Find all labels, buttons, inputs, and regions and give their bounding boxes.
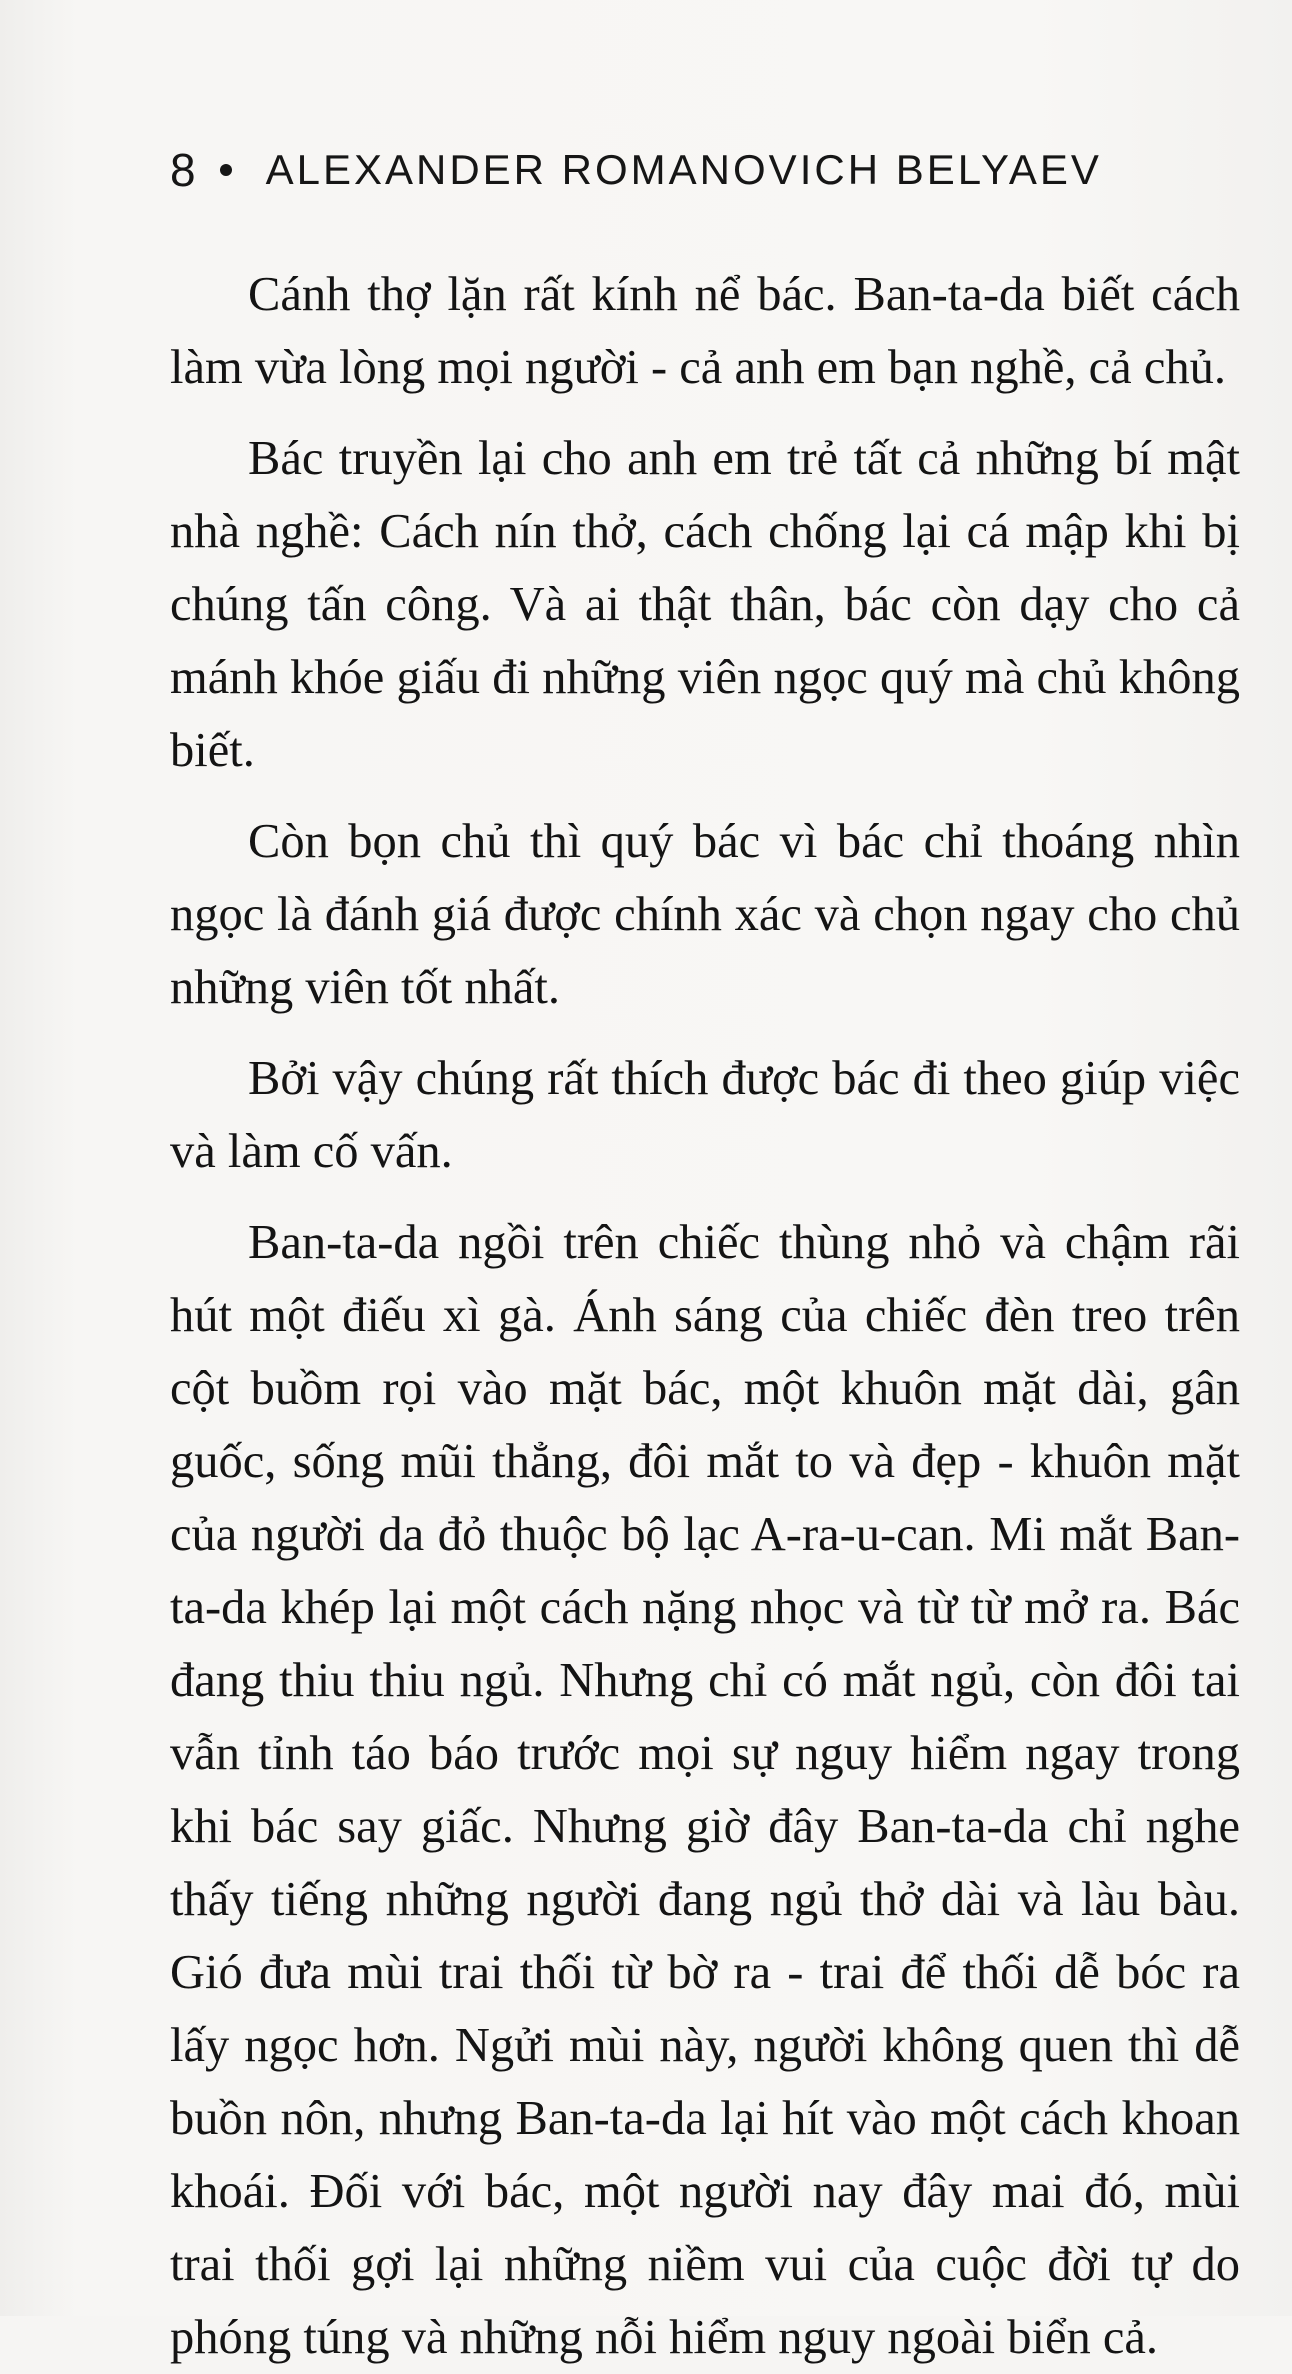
paragraph: Bởi vậy chúng rất thích được bác đi theo giúp việc và làm cố vấn. (170, 1052, 1240, 1178)
page-number: 8 (170, 144, 196, 196)
running-title: ALEXANDER ROMANOVICH BELYAEV (265, 146, 1102, 193)
paragraph: Còn bọn chủ thì quý bác vì bác chỉ thoáng nhìn ngọc là đánh giá được chính xác và chọn ngay cho chủ những viên tốt nhất. (170, 815, 1240, 1014)
paragraph: Ban-ta-da ngồi trên chiếc thùng nhỏ và chậm rãi hút một điếu xì gà. Ánh sáng của chiếc đèn treo trên cột buồm rọi vào mặt bác, một khuôn mặt dài, gân guốc, sống mũi thẳng, đôi mắt to và đẹp - khuôn mặt của người da đỏ thuộc bộ lạc A-ra-u-can. Mi mắt Ban-ta-da khép lại một cách nặng nhọc và từ từ mở ra. Bác đang thiu thiu ngủ. Nhưng chỉ có mắt ngủ, còn đôi tai vẫn tỉnh táo báo trước mọi sự nguy hiểm ngay trong khi bác say giấc. Nhưng giờ đây Ban-ta-da chỉ nghe thấy tiếng những người đang ngủ thở dài và làu bàu. Gió đưa mùi trai thối từ bờ ra - trai để thối dễ bóc ra lấy ngọc hơn. Ngửi mùi này, người không quen thì dễ buồn nôn, nhưng Ban-ta-da lại hít vào một cách khoan khoái. Đối với bác, một người nay đây mai đó, mùi trai thối gợi lại những niềm vui của cuộc đời tự do phóng túng và những nỗi hiểm nguy ngoài biển cả. (170, 1216, 1240, 2364)
body-text (170, 258, 1240, 2374)
paragraph: Bác truyền lại cho anh em trẻ tất cả những bí mật nhà nghề: Cách nín thở, cách chống lại cá mập khi bị chúng tấn công. Và ai thật thân, bác còn dạy cho cả mánh khóe giấu đi những viên ngọc quý mà chủ không biết. (170, 432, 1240, 777)
paragraph: Cánh thợ lặn rất kính nể bác. Ban-ta-da biết cách làm vừa lòng mọi người - cả anh em bạn nghề, cả chủ. (170, 268, 1240, 394)
bullet-separator-icon (220, 164, 232, 176)
page-header (170, 140, 1102, 200)
